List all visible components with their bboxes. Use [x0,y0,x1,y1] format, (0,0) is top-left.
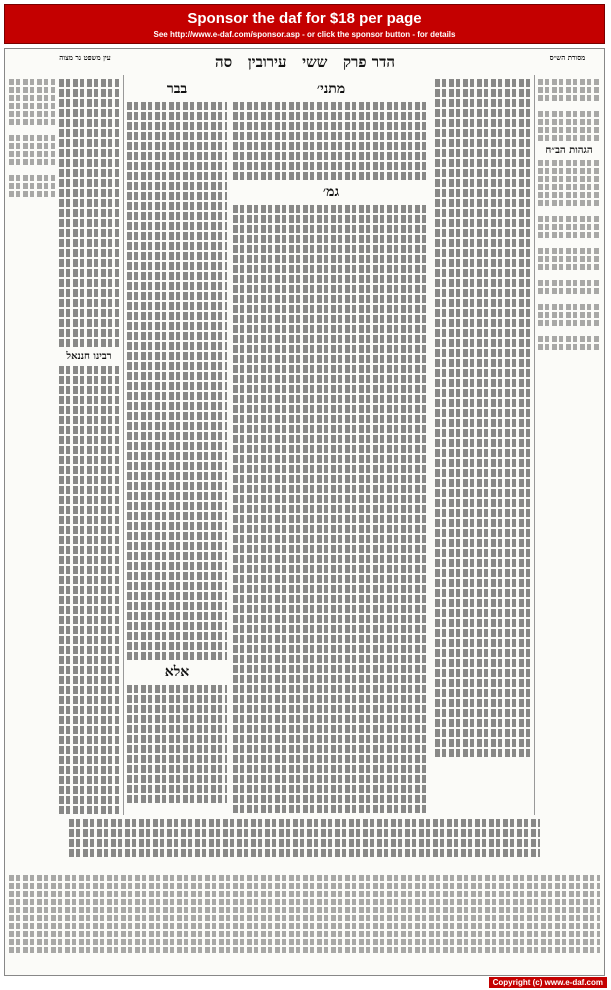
chapter-label: הדר פרק [343,53,395,71]
gemara-text-column [233,77,429,815]
sponsor-banner[interactable] [4,4,605,44]
right-margin-header [535,53,600,62]
page-header [155,53,455,72]
rashi-column [435,77,531,815]
hagahot-title: הגהות הב״ח [545,145,593,156]
page-number: סה [215,53,233,71]
talmud-page [4,48,605,976]
sponsor-subtitle[interactable]: See http://www.e-daf.com/sponsor.asp - or click the sponsor button - for details [153,30,456,39]
mesoret-label: מסורת הש״ס [549,53,586,62]
gemara-marker: גמ׳ [322,184,340,200]
footnotes-block [9,873,600,967]
gemara-continuation [69,817,540,867]
sponsor-title[interactable]: Sponsor the daf for $18 per page [187,10,422,27]
commentary-opening-word: בבר [166,81,188,97]
chapter-number: ששי [302,53,328,71]
tractate-name: עירובין [247,53,287,71]
mishnah-marker: מתני׳ [316,81,346,97]
left-margin-header [45,53,125,62]
rabbeinu-chananel-column [59,77,119,815]
commentary-word-ela: אלא [164,664,190,680]
bottom-commentary [9,817,600,967]
tosafot-column [127,77,227,815]
ein-mishpat-label: עין משפט נר מצוה [59,53,111,62]
right-margin-notes [538,77,600,815]
rabbeinu-chananel-title: רבינו חננאל [66,351,112,362]
copyright-link[interactable]: Copyright (c) www.e-daf.com [489,977,607,988]
